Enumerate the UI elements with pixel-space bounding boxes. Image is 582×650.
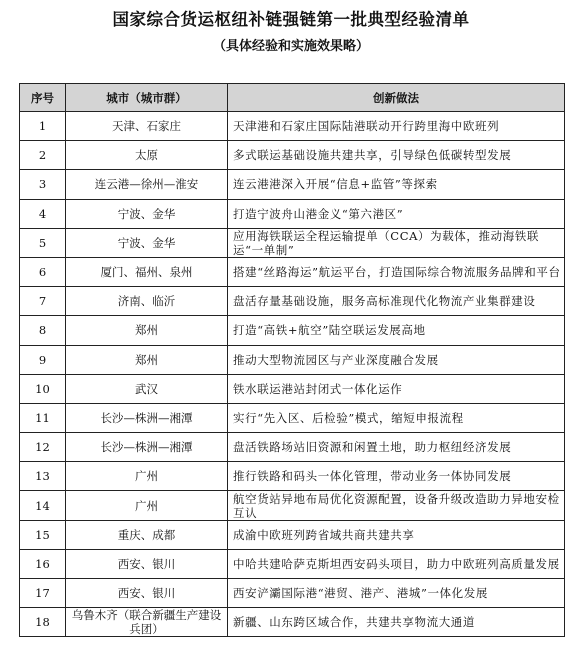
cell-practice: 打造宁波舟山港金义“第六港区” <box>228 199 565 228</box>
header-no: 序号 <box>20 84 66 112</box>
table-row <box>20 491 565 520</box>
table-header-row <box>20 84 565 112</box>
cell-practice: 应用海铁联运全程运输提单（CCA）为载体，推动海铁联运“一单制” <box>228 228 565 257</box>
cell-no: 7 <box>20 287 66 316</box>
cell-no: 15 <box>20 520 66 549</box>
cell-practice: 打造“高铁+航空”陆空联运发展高地 <box>228 316 565 345</box>
table-row <box>20 462 565 491</box>
cell-practice: 搭建“丝路海运”航运平台，打造国际综合物流服务品牌和平台 <box>228 257 565 286</box>
cell-no: 1 <box>20 112 66 141</box>
cell-no: 5 <box>20 228 66 257</box>
cell-practice: 连云港港深入开展“信息+监管”等探索 <box>228 170 565 199</box>
cell-city: 乌鲁木齐（联合新疆生产建设兵团） <box>66 608 228 637</box>
cell-no: 16 <box>20 549 66 578</box>
cell-practice: 中哈共建哈萨克斯坦西安码头项目，助力中欧班列高质量发展 <box>228 549 565 578</box>
cell-city: 济南、临沂 <box>66 287 228 316</box>
table-row <box>20 579 565 608</box>
cell-practice: 多式联运基础设施共建共享，引导绿色低碳转型发展 <box>228 141 565 170</box>
experience-table <box>19 83 565 637</box>
table-row <box>20 433 565 462</box>
table-row <box>20 199 565 228</box>
cell-no: 8 <box>20 316 66 345</box>
cell-city: 厦门、福州、泉州 <box>66 257 228 286</box>
table-row <box>20 403 565 432</box>
cell-city: 长沙—株洲—湘潭 <box>66 433 228 462</box>
cell-no: 17 <box>20 579 66 608</box>
cell-practice: 推动大型物流园区与产业深度融合发展 <box>228 345 565 374</box>
header-practice: 创新做法 <box>228 84 565 112</box>
table-row <box>20 520 565 549</box>
table-row <box>20 549 565 578</box>
cell-city: 太原 <box>66 141 228 170</box>
table-row <box>20 257 565 286</box>
cell-city: 天津、石家庄 <box>66 112 228 141</box>
cell-no: 11 <box>20 403 66 432</box>
cell-practice: 航空货站异地布局优化资源配置，设备升级改造助力异地安检互认 <box>228 491 565 520</box>
cell-practice: 新疆、山东跨区域合作，共建共享物流大通道 <box>228 608 565 637</box>
cell-no: 12 <box>20 433 66 462</box>
cell-city: 广州 <box>66 491 228 520</box>
table-row <box>20 345 565 374</box>
cell-no: 10 <box>20 374 66 403</box>
cell-city: 连云港—徐州—淮安 <box>66 170 228 199</box>
document-subtitle: （具体经验和实施效果略） <box>212 39 369 54</box>
cell-city: 西安、银川 <box>66 579 228 608</box>
table-row <box>20 608 565 637</box>
cell-no: 4 <box>20 199 66 228</box>
cell-practice: 盘活存量基础设施，服务高标准现代化物流产业集群建设 <box>228 287 565 316</box>
cell-no: 3 <box>20 170 66 199</box>
cell-practice: 铁水联运港站封闭式一体化运作 <box>228 374 565 403</box>
cell-practice: 西安浐灞国际港“港贸、港产、港城”一体化发展 <box>228 579 565 608</box>
table-row <box>20 374 565 403</box>
table-row <box>20 141 565 170</box>
cell-no: 2 <box>20 141 66 170</box>
cell-practice: 成渝中欧班列跨省域共商共建共享 <box>228 520 565 549</box>
cell-city: 长沙—株洲—湘潭 <box>66 403 228 432</box>
cell-city: 广州 <box>66 462 228 491</box>
cell-practice: 推行铁路和码头一体化管理，带动业务一体协同发展 <box>228 462 565 491</box>
table-row <box>20 228 565 257</box>
document-title: 国家综合货运枢纽补链强链第一批典型经验清单 <box>112 10 470 29</box>
cell-no: 14 <box>20 491 66 520</box>
cell-city: 郑州 <box>66 316 228 345</box>
cell-city: 西安、银川 <box>66 549 228 578</box>
cell-no: 6 <box>20 257 66 286</box>
table-row <box>20 112 565 141</box>
cell-no: 18 <box>20 608 66 637</box>
cell-city: 重庆、成都 <box>66 520 228 549</box>
cell-practice: 实行“先入区、后检验”模式，缩短申报流程 <box>228 403 565 432</box>
cell-city: 武汉 <box>66 374 228 403</box>
header-city: 城市（城市群） <box>66 84 228 112</box>
table-row <box>20 316 565 345</box>
cell-no: 13 <box>20 462 66 491</box>
cell-city: 郑州 <box>66 345 228 374</box>
cell-no: 9 <box>20 345 66 374</box>
cell-practice: 盘活铁路场站旧资源和闲置土地，助力枢纽经济发展 <box>228 433 565 462</box>
cell-practice: 天津港和石家庄国际陆港联动开行跨里海中欧班列 <box>228 112 565 141</box>
cell-city: 宁波、金华 <box>66 199 228 228</box>
table-row <box>20 170 565 199</box>
cell-city: 宁波、金华 <box>66 228 228 257</box>
table-row <box>20 287 565 316</box>
